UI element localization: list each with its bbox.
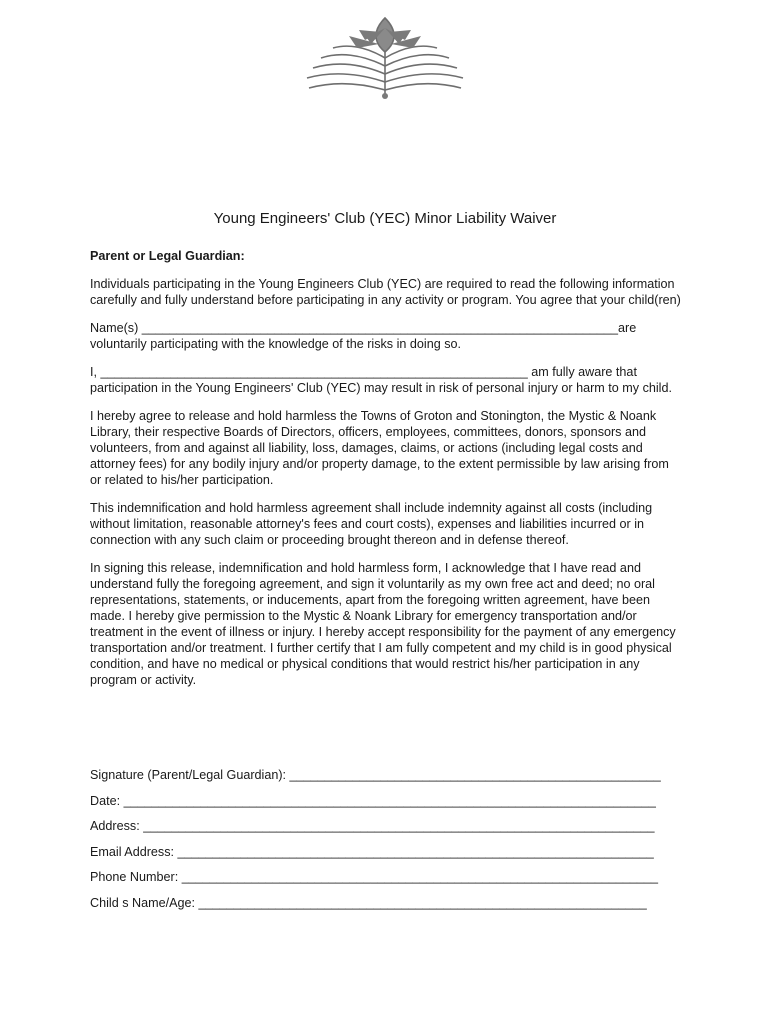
names-paragraph: Name(s) ____________________________________________________________________are voluntarily participating with the knowledge of the risks in doing so.	[90, 321, 637, 351]
date-field[interactable]: Date: ____________________________________________________________________________	[90, 793, 656, 808]
open-book-tree-icon	[295, 8, 475, 108]
waiver-body	[90, 248, 682, 700]
signature-field[interactable]: Signature (Parent/Legal Guardian): _____________________________________________________	[90, 768, 661, 782]
signing-paragraph: In signing this release, indemnification and hold harmless form, I acknowledge that I have read and understand fully the foregoing agreement, and sign it voluntarily as my own free act and deed; no oral representations, statements, or inducements, apart from the foregoing written agreement, have been made. I hereby give permission to the Mystic & Noank Library for emergency transportation and/or treatment in the event of illness or injury. I hereby accept responsibility for the payment of any emergency transportation and/or treatment. I further certify that I am fully competent and my child is in good physical condition, and have no medical or physical conditions that would restrict his/her participation in any program or activity.	[90, 561, 676, 687]
awareness-paragraph: I, _____________________________________________________________ am fully aware that participation in the Young Engineers' Club (YEC) may result in risk of personal injury or harm to my child.	[90, 365, 672, 395]
address-field[interactable]: Address: _________________________________________________________________________	[90, 819, 655, 833]
page-title: Young Engineers' Club (YEC) Minor Liability Waiver	[213, 210, 557, 227]
indemnification-paragraph: This indemnification and hold harmless agreement shall include indemnity against all costs (including without limitation, reasonable attorney's fees and court costs), expenses and liabilities incurred or in connection with any such claim or proceeding brought thereon and in defense thereof.	[90, 501, 653, 547]
intro-paragraph: Individuals participating in the Young Engineers Club (YEC) are required to read the following information carefully and fully understand before participating in any activity or program. You agree that your child(ren)	[90, 277, 681, 307]
phone-field[interactable]: Phone Number: ____________________________________________________________________	[90, 870, 658, 884]
signature-fields	[90, 767, 670, 920]
child-name-age-field[interactable]: Child s Name/Age: ________________________________________________________________	[90, 895, 647, 910]
library-logo	[295, 8, 475, 193]
guardian-heading: Parent or Legal Guardian:	[90, 249, 245, 263]
email-field[interactable]: Email Address: ____________________________________________________________________	[90, 844, 654, 859]
release-paragraph: I hereby agree to release and hold harmless the Towns of Groton and Stonington, the Mystic & Noank Library, their respective Boards of Directors, officers, employees, committees, donors, sponsors and volunteers, from and against all liability, loss, damages, claims, or actions (including legal costs and attorney fees) for any bodily injury and/or property damage, to the extent permissible by law arising from or related to his/her participation.	[90, 409, 669, 487]
